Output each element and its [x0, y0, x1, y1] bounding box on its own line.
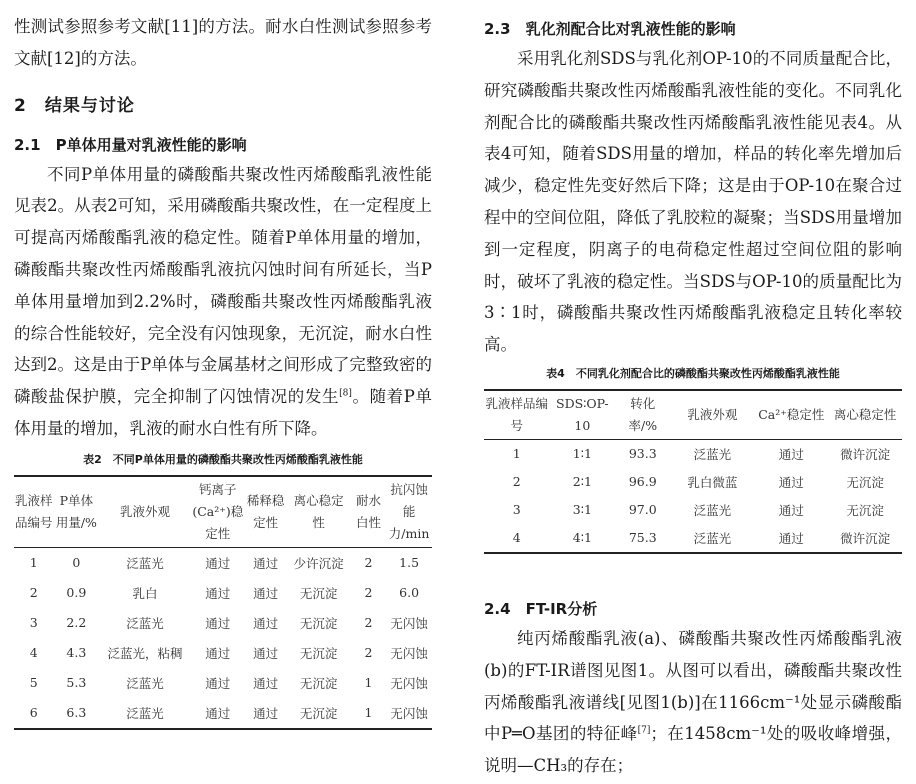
col-header: 抗闪蚀能力/min [388, 481, 430, 541]
col-header: 离心稳定性 [833, 406, 897, 422]
cell: 乳白 [132, 585, 158, 601]
para-text: 纯丙烯酸酯乳液(a)、磷酸酯共聚改性丙烯酸酯乳液(b)的FT-IR谱图见图1。从图可以看出，磷酸酯共聚改性丙烯酸酯乳液谱线[见图1(b)]在1166cm⁻¹处显示磷酸酯中P═O基团的特征峰 [484, 628, 902, 744]
subsection-2-4-title: 2.4 FT-IR分析 [484, 599, 598, 618]
cell: 6.3 [66, 705, 87, 721]
cell: 通过 [205, 675, 231, 691]
cell: 泛蓝光，粘稠 [107, 645, 183, 661]
cell: 96.9 [628, 474, 657, 490]
cell: 93.3 [628, 446, 657, 462]
cell: 0.9 [66, 585, 87, 601]
para-text-tail: 。随着P单体用量的增加，乳液的耐水白性有所下降。 [14, 387, 432, 438]
cell: 3 [512, 502, 521, 518]
table-row [484, 468, 902, 496]
cell: 通过 [205, 615, 231, 631]
cell: 通过 [205, 585, 231, 601]
cell: 少许沉淀 [293, 555, 344, 571]
col-header: 耐水白性 [356, 492, 382, 530]
cell: 4∶1 [572, 530, 592, 546]
cell: 通过 [205, 705, 231, 721]
table-2 [14, 475, 432, 730]
cell: 微许沉淀 [840, 530, 891, 546]
cell: 1 [364, 675, 373, 691]
para-text-tail: ；在1458cm⁻¹处的吸收峰增强，说明—CH₃的存在； [484, 724, 902, 776]
reference-mark: [7] [637, 725, 651, 736]
cell: 无沉淀 [846, 474, 884, 490]
cell: 2 [364, 615, 373, 631]
cell: 通过 [205, 645, 231, 661]
intro-paragraph: 性测试参照参考文献[11]的方法。耐水白性测试参照参考文献[12]的方法。 [14, 17, 432, 68]
col-header: 乳液样品编号 [15, 492, 53, 530]
col-header: 乳液外观 [687, 406, 738, 422]
table-row [484, 496, 902, 524]
cell: 无沉淀 [299, 675, 338, 691]
cell: 通过 [253, 555, 279, 571]
cell: 0 [72, 555, 81, 571]
col-header: 离心稳定性 [293, 492, 344, 530]
cell: 5.3 [66, 675, 87, 691]
cell: 通过 [253, 585, 279, 601]
cell: 通过 [778, 530, 804, 546]
table-row [484, 439, 902, 468]
cell: 无沉淀 [299, 705, 338, 721]
col-header: 乳液外观 [119, 503, 170, 519]
section-2-title: 2 结果与讨论 [14, 95, 135, 116]
cell: 泛蓝光 [693, 502, 732, 518]
cell: 2∶1 [572, 474, 592, 490]
col-header: Ca²⁺稳定性 [758, 406, 825, 422]
cell: 1 [512, 446, 521, 462]
cell: 通过 [253, 675, 279, 691]
col-header: SDS∶OP-10 [556, 395, 609, 433]
col-header: 稀释稳定性 [246, 492, 285, 530]
table-header-row [14, 476, 432, 548]
cell: 1.5 [399, 555, 420, 571]
cell: 1∶1 [572, 446, 592, 462]
cell: 无闪蚀 [390, 675, 428, 691]
cell: 3 [29, 615, 38, 631]
col-header: P单体用量/% [55, 492, 97, 530]
cell: 4.3 [66, 645, 87, 661]
cell: 泛蓝光 [126, 675, 164, 691]
cell: 无沉淀 [846, 502, 884, 518]
cell: 泛蓝光 [126, 555, 164, 571]
cell: 无闪蚀 [390, 615, 428, 631]
cell: 6.0 [399, 585, 420, 601]
cell: 75.3 [628, 530, 657, 546]
cell: 2 [512, 474, 521, 490]
subsection-2-1-paragraph [14, 159, 432, 445]
cell: 通过 [253, 645, 279, 661]
table-2-caption: 表2 不同P单体用量的磷酸酯共聚改性丙烯酸酯乳液性能 [83, 452, 363, 466]
table-4 [484, 389, 902, 554]
col-header: 转化率/% [628, 395, 658, 433]
cell: 2 [364, 555, 373, 571]
cell: 通过 [253, 705, 279, 721]
table-row [14, 547, 432, 578]
table-row [14, 668, 432, 698]
cell: 通过 [778, 502, 804, 518]
cell: 2 [29, 585, 38, 601]
cell: 无沉淀 [299, 585, 338, 601]
cell: 2 [364, 645, 373, 661]
cell: 无闪蚀 [390, 645, 428, 661]
subsection-2-3-paragraph: 采用乳化剂SDS与乳化剂OP-10的不同质量配合比，研究磷酸酯共聚改性丙烯酸酯乳液性能的变化。不同乳化剂配合比的磷酸酯共聚改性丙烯酸酯乳液性能见表4。从表4可知，随着SDS用量的增加，样品的转化率先增加后减少，稳定性先变好然后下降；这是由于OP-10在聚合过程中的空间位阻，降低了乳胶粒的凝聚；当SDS用量增加到一定程度，阴离子的电荷稳定性超过空间位阻的影响时，破坏了乳液的稳定性。当SDS与OP-10的质量配比为3∶1时，磷酸酯共聚改性丙烯酸酯乳液稳定且转化率较高。 [484, 49, 902, 355]
table-row [14, 698, 432, 729]
cell: 无沉淀 [299, 615, 338, 631]
cell: 泛蓝光 [126, 705, 164, 721]
cell: 通过 [253, 615, 279, 631]
reference-mark: [8] [339, 388, 352, 399]
cell: 1 [29, 555, 38, 571]
left-column [14, 0, 432, 730]
para-text: 不同P单体用量的磷酸酯共聚改性丙烯酸酯乳液性能见表2。从表2可知，采用磷酸酯共聚改性，在一定程度上可提高丙烯酸酯乳液的稳定性。随着P单体用量的增加，磷酸酯共聚改性丙烯酸酯乳液抗闪蚀时间有所延长，当P单体用量增加到2.2%时，磷酸酯共聚改性丙烯酸酯乳液的综合性能较好，完全没有闪蚀现象，无沉淀，耐水白性达到2。这是由于P单体与金属基材之间形成了完整致密的磷酸盐保护膜，完全抑制了闪蚀情况的发生 [14, 164, 432, 407]
cell: 无沉淀 [299, 645, 338, 661]
table-row [14, 608, 432, 638]
subsection-2-1-title: 2.1 P单体用量对乳液性能的影响 [14, 135, 247, 154]
right-column [484, 0, 902, 782]
table-row [14, 578, 432, 608]
cell: 97.0 [628, 502, 657, 518]
cell: 2.2 [66, 615, 87, 631]
cell: 6 [29, 705, 38, 721]
table-row [484, 524, 902, 553]
cell: 泛蓝光 [693, 530, 732, 546]
cell: 微许沉淀 [840, 446, 891, 462]
cell: 乳白微蓝 [687, 474, 738, 490]
subsection-2-4-paragraph [484, 623, 902, 782]
table-4-caption: 表4 不同乳化剂配合比的磷酸酯共聚改性丙烯酸酯乳液性能 [546, 366, 840, 380]
cell: 5 [29, 675, 38, 691]
cell: 泛蓝光 [126, 615, 164, 631]
subsection-2-3-title: 2.3 乳化剂配合比对乳液性能的影响 [484, 20, 736, 38]
table-header-row [484, 390, 902, 440]
col-header: 钙离子(Ca²⁺)稳定性 [192, 481, 244, 541]
table-row [14, 638, 432, 668]
cell: 通过 [205, 555, 231, 571]
cell: 通过 [778, 474, 804, 490]
col-header: 乳液样品编号 [485, 395, 549, 433]
cell: 4 [512, 530, 521, 546]
cell: 2 [364, 585, 373, 601]
cell: 3∶1 [572, 502, 592, 518]
cell: 无闪蚀 [390, 705, 428, 721]
cell: 1 [364, 705, 373, 721]
cell: 泛蓝光 [693, 446, 732, 462]
cell: 通过 [778, 446, 804, 462]
cell: 4 [29, 645, 38, 661]
